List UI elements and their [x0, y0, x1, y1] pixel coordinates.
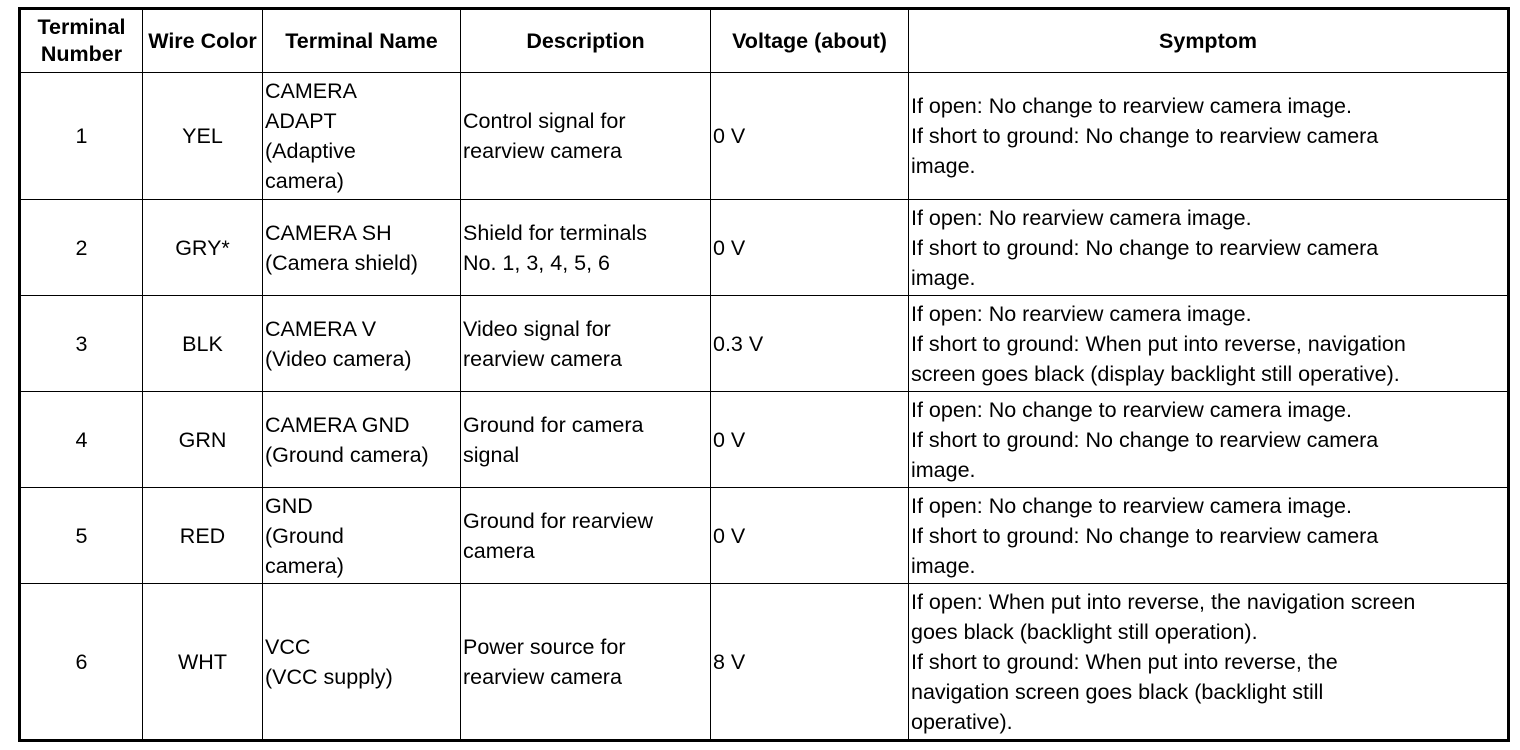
- description-line: signal: [463, 442, 520, 467]
- table-row: [20, 584, 1509, 741]
- header-wire-color-line: Color: [200, 28, 257, 53]
- header-terminal-number-line: Number: [40, 42, 123, 66]
- terminal-number-cell: 2: [20, 200, 143, 296]
- description-line: camera: [463, 538, 535, 563]
- terminal-name-cell: [263, 392, 461, 488]
- description-cell: [461, 584, 711, 741]
- terminal-name-line: (Video camera): [265, 346, 412, 371]
- description-line: Video signal for: [463, 316, 611, 341]
- terminal-name-cell: [263, 584, 461, 741]
- symptom-line: screen goes black (display backlight still operative).: [911, 361, 1400, 386]
- voltage-cell: 0 V: [711, 200, 909, 296]
- header-symptom: Symptom: [909, 9, 1509, 73]
- symptom-cell: [909, 488, 1509, 584]
- terminal-number-cell: 6: [20, 584, 143, 741]
- terminal-spec-table: [18, 7, 1510, 742]
- header-wire-color: [143, 9, 263, 73]
- symptom-cell: [909, 200, 1509, 296]
- terminal-name-line: CAMERA: [265, 79, 357, 103]
- terminal-name-line: ADAPT: [265, 109, 337, 133]
- symptom-line: If short to ground: When put into reverse, the: [911, 649, 1338, 674]
- description-line: Ground for camera: [463, 412, 644, 437]
- wire-color-cell: BLK: [143, 296, 263, 392]
- table-row: [20, 296, 1509, 392]
- terminal-name-line: (Ground: [265, 523, 344, 548]
- terminal-name-line: (Ground camera): [265, 442, 429, 467]
- header-terminal-number: [20, 9, 143, 73]
- terminal-name-line: GND: [265, 493, 313, 518]
- header-row: [20, 9, 1509, 73]
- symptom-line: image.: [911, 553, 976, 578]
- symptom-line: If short to ground: When put into reverse, navigation: [911, 331, 1406, 356]
- symptom-line: If open: No rearview camera image.: [911, 205, 1252, 230]
- table-row: [20, 488, 1509, 584]
- description-line: No. 1, 3, 4, 5, 6: [463, 250, 611, 275]
- header-voltage: Voltage (about): [711, 9, 909, 73]
- terminal-name-line: (Camera shield): [265, 250, 418, 275]
- symptom-cell: [909, 584, 1509, 741]
- symptom-cell: [909, 392, 1509, 488]
- table-row: [20, 392, 1509, 488]
- wire-color-cell: YEL: [143, 73, 263, 200]
- terminal-name-line: camera): [265, 169, 344, 193]
- terminal-name-cell: [263, 73, 461, 200]
- symptom-line: If open: No change to rearview camera image.: [911, 94, 1352, 118]
- terminal-number-cell: 3: [20, 296, 143, 392]
- symptom-line: If open: No change to rearview camera image.: [911, 493, 1352, 518]
- symptom-line: navigation screen goes black (backlight still: [911, 679, 1324, 704]
- symptom-line: operative).: [911, 709, 1013, 734]
- header-terminal-name: Terminal Name: [263, 9, 461, 73]
- symptom-line: If short to ground: No change to rearview camera: [911, 523, 1379, 548]
- symptom-line: If short to ground: No change to rearview camera: [911, 235, 1379, 260]
- terminal-name-line: (VCC supply): [265, 664, 393, 689]
- symptom-line: If open: No rearview camera image.: [911, 301, 1252, 326]
- table-row: [20, 200, 1509, 296]
- voltage-cell: 0 V: [711, 73, 909, 200]
- description-cell: [461, 73, 711, 200]
- header-wire-color-line: Wire: [148, 28, 195, 53]
- symptom-line: If open: When put into reverse, the navigation screen: [911, 589, 1416, 614]
- description-line: Power source for: [463, 634, 626, 659]
- symptom-line: goes black (backlight still operation).: [911, 619, 1258, 644]
- terminal-name-line: CAMERA V: [265, 316, 377, 341]
- description-line: rearview camera: [463, 346, 622, 371]
- terminal-name-line: VCC: [265, 634, 311, 659]
- terminal-name-cell: [263, 488, 461, 584]
- description-line: rearview camera: [463, 664, 622, 689]
- symptom-cell: [909, 296, 1509, 392]
- symptom-line: image.: [911, 154, 976, 178]
- wire-color-cell: GRY*: [143, 200, 263, 296]
- wire-color-cell: RED: [143, 488, 263, 584]
- header-description: Description: [461, 9, 711, 73]
- voltage-cell: 0 V: [711, 392, 909, 488]
- description-cell: [461, 392, 711, 488]
- terminal-name-line: CAMERA SH: [265, 220, 392, 245]
- description-line: Control signal for: [463, 109, 626, 133]
- symptom-line: If open: No change to rearview camera image.: [911, 397, 1352, 422]
- voltage-cell: 8 V: [711, 584, 909, 741]
- table-row: [20, 73, 1509, 200]
- description-cell: [461, 296, 711, 392]
- terminal-name-cell: [263, 296, 461, 392]
- symptom-line: image.: [911, 265, 976, 290]
- symptom-line: image.: [911, 457, 976, 482]
- description-line: Ground for rearview: [463, 508, 653, 533]
- description-cell: [461, 488, 711, 584]
- symptom-cell: [909, 73, 1509, 200]
- voltage-cell: 0.3 V: [711, 296, 909, 392]
- terminal-name-cell: [263, 200, 461, 296]
- header-terminal-number-line: Terminal: [37, 15, 126, 39]
- description-line: rearview camera: [463, 139, 622, 163]
- terminal-number-cell: 4: [20, 392, 143, 488]
- terminal-name-line: CAMERA GND: [265, 412, 410, 437]
- wire-color-cell: GRN: [143, 392, 263, 488]
- terminal-name-line: (Adaptive: [265, 139, 356, 163]
- terminal-number-cell: 5: [20, 488, 143, 584]
- symptom-line: If short to ground: No change to rearview camera: [911, 427, 1379, 452]
- terminal-number-cell: 1: [20, 73, 143, 200]
- voltage-cell: 0 V: [711, 488, 909, 584]
- description-line: Shield for terminals: [463, 220, 648, 245]
- description-cell: [461, 200, 711, 296]
- wire-color-cell: WHT: [143, 584, 263, 741]
- terminal-name-line: camera): [265, 553, 344, 578]
- symptom-line: If short to ground: No change to rearview camera: [911, 124, 1379, 148]
